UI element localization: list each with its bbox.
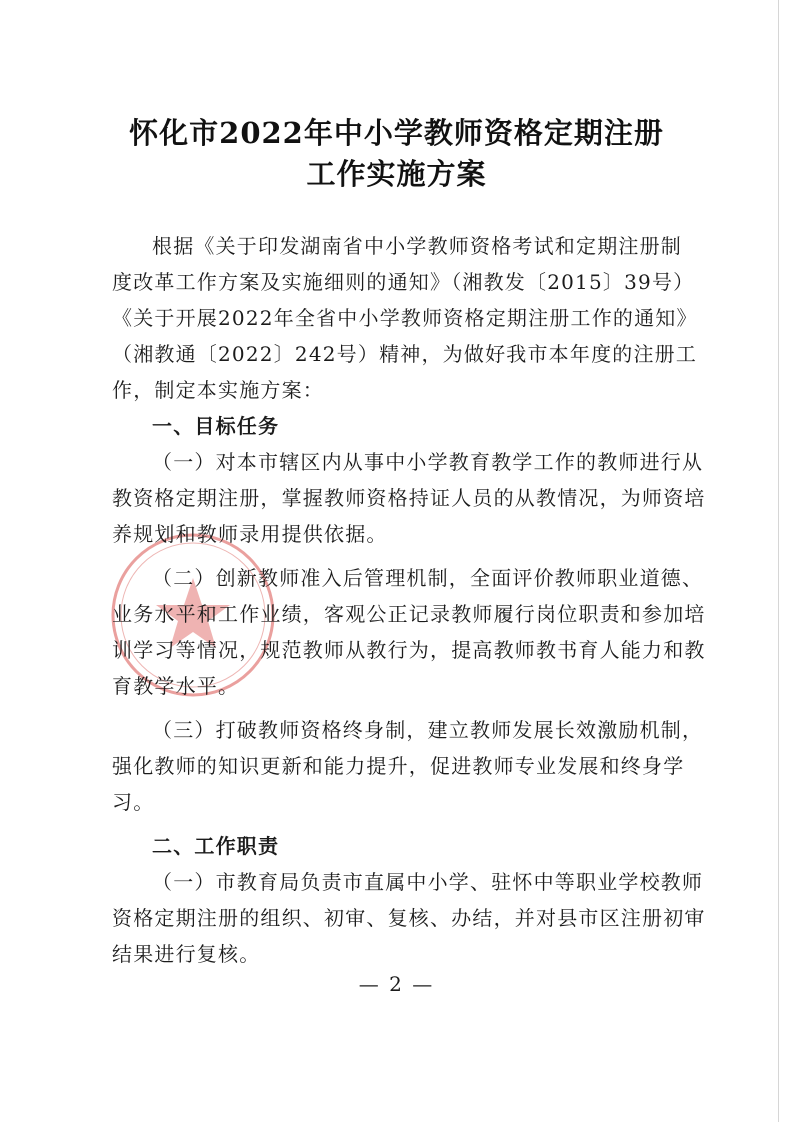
intro-line: （湘教通〔2022〕242号）精神，为做好我市本年度的注册工 [112, 342, 698, 366]
paragraph-line: （一）市教育局负责市直属中小学、驻怀中等职业学校教师 [152, 870, 704, 894]
paragraph-line: 育教学水平。 [112, 674, 240, 698]
section-heading-duties: 二、工作职责 [152, 834, 280, 858]
paragraph-line: 教资格定期注册，掌握教师资格持证人员的从教情况，为师资培 [112, 486, 706, 510]
document-title-line-2: 工作实施方案 [306, 157, 487, 191]
intro-line: 作，制定本实施方案： [112, 378, 324, 402]
document-title-line-1: 怀化市2022年中小学教师资格定期注册 [129, 116, 664, 150]
paragraph-line: （二）创新教师准入后管理机制，全面评价教师职业道德、 [152, 566, 704, 590]
document-body [112, 228, 706, 972]
paragraph-line: 业务水平和工作业绩，客观公正记录教师履行岗位职责和参加培 [112, 602, 706, 626]
paragraph-line: （三）打破教师资格终身制，建立教师发展长效激励机制， [152, 718, 704, 742]
intro-line: 《关于开展2022年全省中小学教师资格定期注册工作的通知》 [112, 306, 698, 330]
paragraph-line: 训学习等情况，规范教师从教行为，提高教师教书育人能力和教 [112, 638, 706, 662]
section-heading-goals: 一、目标任务 [152, 414, 280, 438]
intro-line: 根据《关于印发湖南省中小学教师资格考试和定期注册制 [152, 234, 682, 258]
paragraph-line: 养规划和教师录用提供依据。 [112, 522, 388, 546]
page-number: — 2 — [358, 972, 435, 996]
paragraph-line: 资格定期注册的组织、初审、复核、办结，并对县市区注册初审 [112, 906, 706, 930]
paragraph-line: 强化教师的知识更新和能力提升，促进教师专业发展和终身学 [112, 754, 685, 778]
paragraph-line: 习。 [112, 790, 155, 814]
paragraph-line: 结果进行复核。 [112, 942, 261, 966]
paragraph-line: （一）对本市辖区内从事中小学教育教学工作的教师进行从 [152, 450, 704, 474]
intro-line: 度改革工作方案及实施细则的通知》（湘教发〔2015〕39号） [112, 270, 695, 294]
